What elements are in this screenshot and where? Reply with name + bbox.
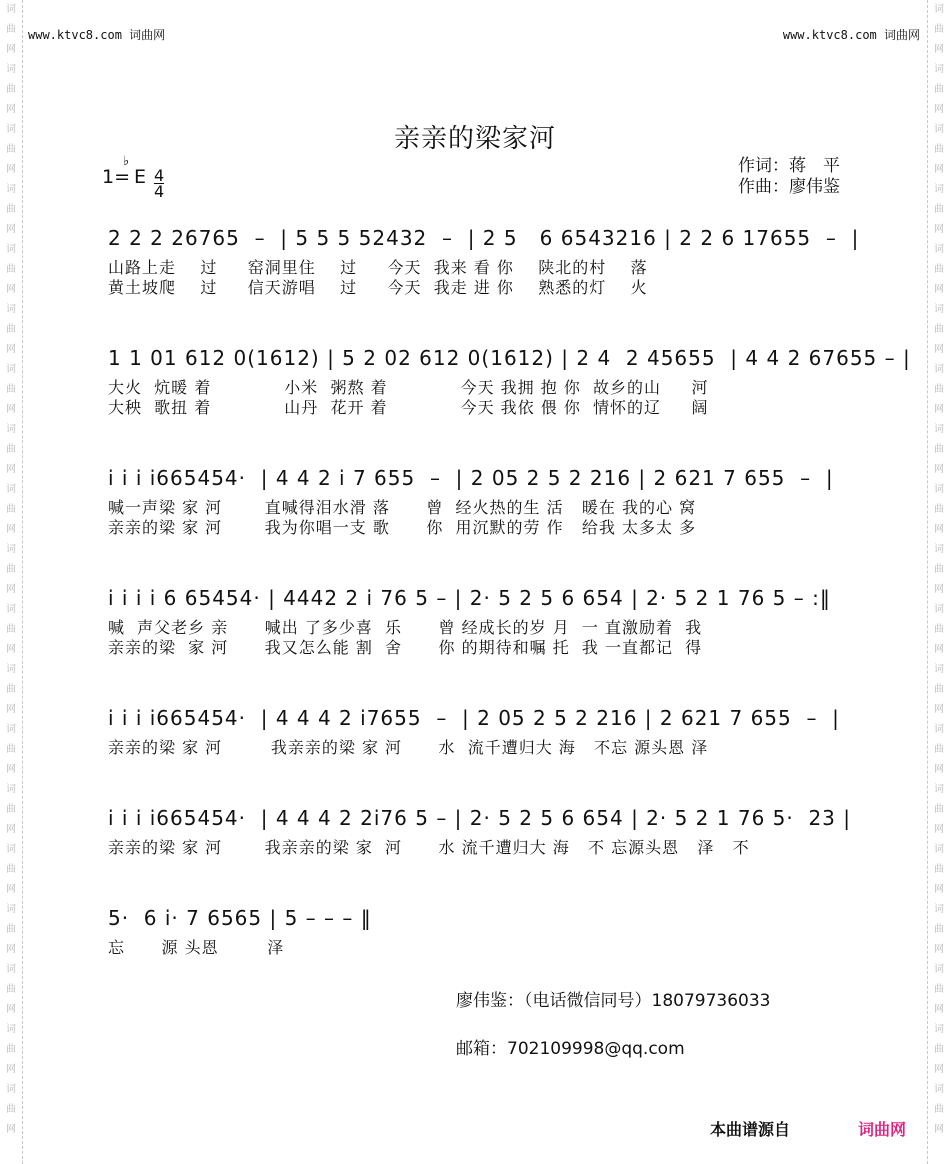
watermark-char: 曲 xyxy=(6,84,16,95)
watermark-char: 网 xyxy=(6,884,16,895)
watermark-char: 词 xyxy=(6,244,16,255)
watermark-char: 词 xyxy=(934,484,944,495)
watermark-char: 网 xyxy=(934,164,944,175)
watermark-char: 词 xyxy=(934,64,944,75)
watermark-char: 词 xyxy=(6,544,16,555)
time-top: 4 xyxy=(154,166,165,185)
watermark-char: 网 xyxy=(934,464,944,475)
watermark-char: 网 xyxy=(934,644,944,655)
watermark-char: 词 xyxy=(6,4,16,15)
notation: 5· 6 i· 7 6565 | 5 – – – ‖ xyxy=(108,906,372,930)
score-line-5 xyxy=(108,706,858,758)
source-label: 本曲谱源自 xyxy=(710,1120,791,1139)
notation: i i i i 6 65454· | 4442 2 i 76 5 – | 2· 5 2 5 6 654 | 2· 5 2 1 76 5 – :‖ xyxy=(108,586,831,610)
watermark-char: 网 xyxy=(934,524,944,535)
watermark-char: 网 xyxy=(6,104,16,115)
watermark-char: 词 xyxy=(934,964,944,975)
lyricist: 作词：蒋 平 xyxy=(738,156,840,176)
lyrics-verse-2: 亲亲的梁 家 河 我又怎么能 割 舍 你 的期待和嘱 托 我 一直都记 得 xyxy=(108,638,703,657)
notation: 1 1 01 612 0(1612) | 5 2 02 612 0(1612) | 2 4 2 45655 | 4 4 2 67655 – | xyxy=(108,346,911,370)
watermark-char: 曲 xyxy=(934,144,944,155)
lyrics-verse-1: 喊一声梁 家 河 直喊得泪水滑 落 曾 经火热的生 活 暖在 我的心 窝 xyxy=(108,498,697,517)
watermark-char: 词 xyxy=(6,184,16,195)
watermark-char: 词 xyxy=(934,184,944,195)
lyrics-verse-1: 喊 声父老乡 亲 喊出 了多少喜 乐 曾 经成长的岁 月 一 直激励着 我 xyxy=(108,618,703,637)
watermark-char: 词 xyxy=(934,1084,944,1095)
watermark-char: 网 xyxy=(934,404,944,415)
watermark-char: 词 xyxy=(6,364,16,375)
watermark-char: 曲 xyxy=(934,444,944,455)
contact-email[interactable]: 邮箱：702109998@qq.com xyxy=(456,1039,685,1059)
watermark-char: 曲 xyxy=(934,24,944,35)
watermark-char: 曲 xyxy=(934,744,944,755)
watermark-char: 曲 xyxy=(934,864,944,875)
lyrics-verse-2: 大秧 歌扭 着 山丹 花开 着 今天 我依 偎 你 情怀的辽 阔 xyxy=(108,398,709,417)
watermark-char: 曲 xyxy=(6,384,16,395)
watermark-char: 网 xyxy=(934,284,944,295)
watermark-char: 网 xyxy=(934,584,944,595)
watermark-char: 网 xyxy=(6,284,16,295)
watermark-char: 曲 xyxy=(6,204,16,215)
watermark-char: 网 xyxy=(6,524,16,535)
watermark-char: 网 xyxy=(934,824,944,835)
watermark-char: 词 xyxy=(6,124,16,135)
watermark-char: 网 xyxy=(6,1124,16,1135)
score-line-2 xyxy=(108,346,911,418)
watermark-char: 词 xyxy=(934,844,944,855)
watermark-char: 网 xyxy=(934,224,944,235)
watermark-char: 网 xyxy=(6,704,16,715)
watermark-char: 曲 xyxy=(6,684,16,695)
watermark-char: 曲 xyxy=(934,1104,944,1115)
watermark-char: 曲 xyxy=(6,1104,16,1115)
watermark-char: 词 xyxy=(934,364,944,375)
watermark-char: 曲 xyxy=(6,24,16,35)
watermark-char: 词 xyxy=(934,904,944,915)
watermark-char: 曲 xyxy=(6,864,16,875)
watermark-char: 曲 xyxy=(6,1044,16,1055)
score-line-4 xyxy=(108,586,858,658)
watermark-char: 网 xyxy=(6,1064,16,1075)
watermark-char: 曲 xyxy=(6,744,16,755)
lyrics-verse-2: 亲亲的梁 家 河 我为你唱一支 歌 你 用沉默的劳 作 给我 太多太 多 xyxy=(108,518,697,537)
watermark-char: 词 xyxy=(934,424,944,435)
key-signature xyxy=(102,154,165,201)
lyrics: 亲亲的梁 家 河 我亲亲的梁 家 河 水 流千遭归大 海 不 忘源头恩 泽 不 xyxy=(108,838,750,857)
watermark-char: 曲 xyxy=(6,324,16,335)
watermark-char: 曲 xyxy=(934,1044,944,1055)
notation: i i i i665454· | 4 4 2 i 7 655 – | 2 05 2 5 2 216 | 2 621 7 655 – | xyxy=(108,466,834,490)
watermark-char: 词 xyxy=(934,724,944,735)
watermark-char: 网 xyxy=(934,704,944,715)
watermark-char: 曲 xyxy=(6,924,16,935)
watermark-char: 词 xyxy=(934,604,944,615)
watermark-char: 词 xyxy=(934,4,944,15)
watermark-char: 词 xyxy=(6,424,16,435)
watermark-char: 词 xyxy=(6,1084,16,1095)
lyrics-verse-1: 大火 炕暖 着 小米 粥熬 着 今天 我拥 抱 你 故乡的山 河 xyxy=(108,378,709,397)
watermark-char: 曲 xyxy=(934,204,944,215)
watermark-char: 网 xyxy=(6,344,16,355)
watermark-char: 网 xyxy=(934,764,944,775)
watermark-char: 网 xyxy=(6,464,16,475)
watermark-char: 曲 xyxy=(934,504,944,515)
watermark-char: 网 xyxy=(6,224,16,235)
watermark-char: 曲 xyxy=(6,504,16,515)
watermark-char: 词 xyxy=(6,664,16,675)
watermark-char: 曲 xyxy=(934,984,944,995)
watermark-char: 网 xyxy=(6,584,16,595)
watermark-char: 词 xyxy=(6,604,16,615)
watermark-char: 曲 xyxy=(6,264,16,275)
watermark-char: 曲 xyxy=(934,84,944,95)
watermark-char: 曲 xyxy=(6,984,16,995)
time-bottom: 4 xyxy=(154,182,165,201)
watermark-char: 曲 xyxy=(934,684,944,695)
score-line-1 xyxy=(108,226,858,298)
watermark-char: 曲 xyxy=(6,564,16,575)
watermark-char: 词 xyxy=(6,844,16,855)
lyrics: 忘 源 头恩 泽 xyxy=(108,938,285,957)
watermark-char: 网 xyxy=(6,944,16,955)
notation: i i i i665454· | 4 4 4 2 i7655 – | 2 05 2 5 2 216 | 2 621 7 655 – | xyxy=(108,706,840,730)
flat-icon: ♭ xyxy=(123,154,130,169)
left-watermark-strip xyxy=(0,0,23,1164)
watermark-char: 词 xyxy=(934,124,944,135)
key-note: E xyxy=(134,166,147,188)
watermark-char: 词 xyxy=(6,1024,16,1035)
watermark-char: 网 xyxy=(6,764,16,775)
score-line-3 xyxy=(108,466,858,538)
credits xyxy=(738,156,840,198)
watermark-char: 网 xyxy=(934,944,944,955)
song-title: 亲亲的梁家河 xyxy=(393,124,556,154)
watermark-char: 曲 xyxy=(934,924,944,935)
watermark-char: 网 xyxy=(934,44,944,55)
watermark-char: 词 xyxy=(6,964,16,975)
watermark-char: 网 xyxy=(6,644,16,655)
composer: 作曲：廖伟鉴 xyxy=(738,177,840,197)
watermark-char: 网 xyxy=(6,824,16,835)
watermark-char: 曲 xyxy=(934,804,944,815)
site-url-right[interactable]: www.ktvc8.com 词曲网 xyxy=(782,28,920,42)
watermark-char: 曲 xyxy=(6,804,16,815)
source-site-link[interactable]: 词曲网 xyxy=(858,1120,907,1139)
right-watermark-strip xyxy=(927,0,950,1164)
watermark-char: 词 xyxy=(6,904,16,915)
watermark-char: 词 xyxy=(934,304,944,315)
key-prefix: 1= xyxy=(102,166,131,188)
watermark-char: 网 xyxy=(934,1004,944,1015)
notation: 2 2 2 26765 – | 5 5 5 52432 – | 2 5 6 6543216 | 2 2 6 17655 – | xyxy=(108,226,860,250)
watermark-char: 网 xyxy=(934,344,944,355)
watermark-char: 曲 xyxy=(934,264,944,275)
lyrics-verse-2: 黄土坡爬 过 信天游唱 过 今天 我走 进 你 熟悉的灯 火 xyxy=(108,278,648,297)
watermark-char: 词 xyxy=(934,784,944,795)
notation: i i i i665454· | 4 4 4 2 2i76 5 – | 2· 5 2 5 6 654 | 2· 5 2 1 76 5· 23 | xyxy=(108,806,851,830)
watermark-char: 词 xyxy=(6,484,16,495)
watermark-char: 词 xyxy=(6,784,16,795)
contact-phone: 廖伟鉴：（电话微信同号）18079736033 xyxy=(456,991,771,1011)
watermark-char: 网 xyxy=(6,404,16,415)
watermark-char: 词 xyxy=(934,664,944,675)
watermark-char: 词 xyxy=(6,64,16,75)
watermark-char: 词 xyxy=(6,724,16,735)
watermark-char: 曲 xyxy=(934,384,944,395)
lyrics-verse-1: 山路上走 过 窑洞里住 过 今天 我来 看 你 陕北的村 落 xyxy=(108,258,648,277)
watermark-char: 网 xyxy=(6,164,16,175)
watermark-char: 网 xyxy=(6,44,16,55)
time-signature xyxy=(154,168,164,199)
watermark-char: 词 xyxy=(934,544,944,555)
site-url-left[interactable]: www.ktvc8.com 词曲网 xyxy=(28,28,166,42)
lyrics: 亲亲的梁 家 河 我亲亲的梁 家 河 水 流千遭归大 海 不忘 源头恩 泽 xyxy=(108,738,709,757)
watermark-char: 曲 xyxy=(6,624,16,635)
watermark-char: 词 xyxy=(6,304,16,315)
watermark-char: 网 xyxy=(934,104,944,115)
watermark-char: 曲 xyxy=(934,564,944,575)
score-line-7 xyxy=(108,906,858,958)
watermark-char: 词 xyxy=(934,244,944,255)
watermark-char: 网 xyxy=(6,1004,16,1015)
watermark-char: 曲 xyxy=(6,144,16,155)
score-line-6 xyxy=(108,806,858,858)
watermark-char: 曲 xyxy=(934,324,944,335)
watermark-char: 网 xyxy=(934,884,944,895)
watermark-char: 曲 xyxy=(934,624,944,635)
watermark-char: 网 xyxy=(934,1064,944,1075)
watermark-char: 曲 xyxy=(6,444,16,455)
watermark-char: 网 xyxy=(934,1124,944,1135)
watermark-char: 词 xyxy=(934,1024,944,1035)
